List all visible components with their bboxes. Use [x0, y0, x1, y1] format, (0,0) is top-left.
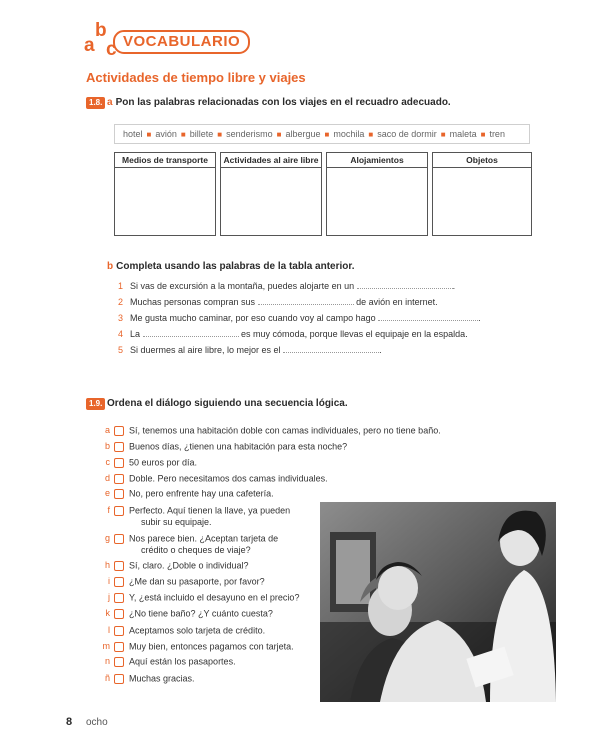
category-header: Alojamientos: [327, 153, 427, 168]
bullet-separator-icon: ■: [276, 129, 282, 139]
dialog-text: Perfecto. Aquí tienen la llave, ya pueden: [129, 505, 291, 516]
exercise-1-8-badge: 1.8.: [86, 97, 105, 109]
dialog-text: Nos parece bien. ¿Aceptan tarjeta de: [129, 533, 279, 544]
sentence-text: La: [130, 329, 141, 339]
word-item[interactable]: avión: [155, 129, 177, 139]
dialog-line: [98, 488, 274, 499]
part-b-text: Completa usando las palabras de la tabla anterior.: [116, 261, 355, 272]
bullet-separator-icon: ■: [217, 129, 223, 139]
word-box: [114, 124, 530, 144]
word-item[interactable]: maleta: [449, 129, 477, 139]
bullet-separator-icon: ■: [146, 129, 152, 139]
word-item[interactable]: billete: [189, 129, 214, 139]
order-checkbox[interactable]: [114, 561, 124, 571]
dialog-text: Aceptamos solo tarjeta de crédito.: [129, 625, 266, 636]
photo-hotel-reception: [320, 502, 556, 702]
dialog-line: [98, 592, 299, 603]
order-checkbox[interactable]: [114, 426, 124, 436]
abc-letter-c: c: [106, 39, 117, 60]
dialog-text: Aquí están los pasaportes.: [129, 656, 236, 667]
category-header: Medios de transporte: [115, 153, 215, 168]
dialog-line: [98, 457, 197, 468]
blank-field[interactable]: [357, 280, 453, 289]
sentence-text-end: .: [379, 345, 382, 355]
sentence-number: 2: [118, 297, 124, 307]
dialog-text-continued: crédito o cheques de viaje?: [141, 545, 251, 555]
sentence-number: 5: [118, 345, 124, 355]
blank-field[interactable]: [143, 328, 239, 337]
dialog-letter: m: [102, 641, 110, 651]
category-box-transport[interactable]: [114, 152, 216, 236]
bullet-separator-icon: ■: [324, 129, 330, 139]
dialog-text: ¿Me dan su pasaporte, por favor?: [129, 576, 265, 587]
dialog-line: [98, 656, 236, 667]
page-number: 8: [66, 716, 73, 728]
dialog-text: No, pero enfrente hay una cafetería.: [129, 488, 274, 499]
blank-field[interactable]: [378, 312, 478, 321]
word-item[interactable]: saco de dormir: [377, 129, 437, 139]
dialog-line: [98, 625, 265, 636]
dialog-text: Muchas gracias.: [129, 673, 195, 684]
sentence-2: [118, 296, 438, 307]
order-checkbox[interactable]: [114, 577, 124, 587]
dialog-letter: n: [104, 656, 110, 666]
dialog-line: [98, 560, 249, 571]
sentence-text: Muchas personas compran sus: [130, 297, 256, 307]
dialog-text: 50 euros por día.: [129, 457, 198, 468]
order-checkbox[interactable]: [114, 506, 124, 516]
abc-letter-a: a: [84, 35, 95, 56]
dialog-text: Buenos días, ¿tienen una habitación para esta noche?: [129, 441, 348, 452]
part-b-letter: b: [107, 261, 114, 272]
dialog-text-continued: subir su equipaje.: [141, 517, 212, 527]
order-checkbox[interactable]: [114, 458, 124, 468]
order-checkbox[interactable]: [114, 626, 124, 636]
dialog-text: Sí, tenemos una habitación doble con camas individuales, pero no tiene baño.: [129, 425, 441, 436]
vocabulary-label: VOCABULARIO: [113, 30, 250, 54]
sentence-5: [118, 344, 382, 355]
sentence-text: Si vas de excursión a la montaña, puedes alojarte en un: [130, 281, 355, 291]
dialog-letter: k: [105, 608, 110, 618]
word-item[interactable]: albergue: [285, 129, 321, 139]
sentence-1: [118, 280, 455, 291]
dialog-line: [98, 505, 291, 527]
exercise-1-8a-instruction: [107, 97, 451, 108]
photo-illustration: [320, 502, 556, 702]
word-item[interactable]: senderismo: [226, 129, 273, 139]
dialog-letter: ñ: [104, 673, 110, 683]
dialog-line: [98, 533, 279, 555]
sentence-number: 3: [118, 313, 124, 323]
dialog-letter: l: [108, 625, 110, 635]
dialog-letter: e: [104, 488, 110, 498]
sentence-number: 1: [118, 281, 124, 291]
dialog-line: [98, 441, 347, 452]
dialog-letter: i: [108, 576, 110, 586]
sentence-text-end: .: [478, 313, 481, 323]
word-item[interactable]: tren: [489, 129, 505, 139]
dialog-text: Doble. Pero necesitamos dos camas individuales.: [129, 473, 328, 484]
dialog-letter: j: [108, 592, 110, 602]
blank-field[interactable]: [283, 344, 379, 353]
dialog-line: [98, 641, 294, 652]
category-box-objects[interactable]: [432, 152, 532, 236]
dialog-letter: a: [104, 425, 110, 435]
category-header: Objetos: [433, 153, 531, 168]
dialog-text: Sí, claro. ¿Doble o individual?: [129, 560, 249, 571]
order-checkbox[interactable]: [114, 593, 124, 603]
dialog-text: Y, ¿está incluido el desayuno en el precio?: [129, 592, 300, 603]
order-checkbox[interactable]: [114, 609, 124, 619]
bullet-separator-icon: ■: [480, 129, 486, 139]
blank-field[interactable]: [258, 296, 354, 305]
sentence-3: [118, 312, 481, 323]
dialog-letter: g: [104, 533, 110, 543]
dialog-letter: d: [104, 473, 110, 483]
word-item[interactable]: hotel: [123, 129, 143, 139]
category-box-lodging[interactable]: [326, 152, 428, 236]
dialog-text: ¿No tiene baño? ¿Y cuánto cuesta?: [129, 608, 273, 619]
order-checkbox[interactable]: [114, 442, 124, 452]
dialog-letter: f: [107, 505, 110, 515]
bullet-separator-icon: ■: [368, 129, 374, 139]
sentence-4: [118, 328, 468, 339]
page-number-word: ocho: [86, 717, 108, 728]
order-checkbox[interactable]: [114, 657, 124, 667]
bullet-separator-icon: ■: [440, 129, 446, 139]
abc-letter-b: b: [95, 20, 107, 41]
dialog-line: [98, 425, 441, 436]
sentence-text: Me gusta mucho caminar, por eso cuando voy al campo hago: [130, 313, 376, 323]
order-checkbox[interactable]: [114, 474, 124, 484]
sentence-text-end: .: [452, 281, 456, 291]
dialog-line: [98, 473, 328, 484]
sentence-text-end: de avión en internet.: [356, 297, 438, 307]
dialog-line: [98, 673, 195, 684]
sentence-text-end: es muy cómoda, porque llevas el equipaje en la espalda.: [241, 329, 468, 339]
part-a-letter: a: [107, 97, 113, 108]
exercise-1-9-badge: 1.9.: [86, 398, 105, 410]
order-checkbox[interactable]: [114, 489, 124, 499]
dialog-text: Muy bien, entonces pagamos con tarjeta.: [129, 641, 294, 652]
exercise-1-9-instruction: Ordena el diálogo siguiendo una secuencia lógica.: [107, 398, 348, 409]
section-title: Actividades de tiempo libre y viajes: [86, 70, 306, 85]
dialog-line: [98, 576, 265, 587]
dialog-letter: c: [105, 457, 110, 467]
sentence-text: Si duermes al aire libre, lo mejor es el: [130, 345, 281, 355]
word-item[interactable]: mochila: [333, 129, 365, 139]
order-checkbox[interactable]: [114, 642, 124, 652]
category-header: Actividades al aire libre: [221, 153, 321, 168]
order-checkbox[interactable]: [114, 534, 124, 544]
dialog-line: [98, 608, 273, 619]
dialog-letter: b: [104, 441, 110, 451]
bullet-separator-icon: ■: [180, 129, 186, 139]
category-box-outdoor[interactable]: [220, 152, 322, 236]
dialog-letter: h: [104, 560, 110, 570]
sentence-number: 4: [118, 329, 124, 339]
exercise-1-8b-instruction: [107, 261, 355, 272]
order-checkbox[interactable]: [114, 674, 124, 684]
part-a-text: Pon las palabras relacionadas con los viajes en el recuadro adecuado.: [115, 97, 451, 108]
